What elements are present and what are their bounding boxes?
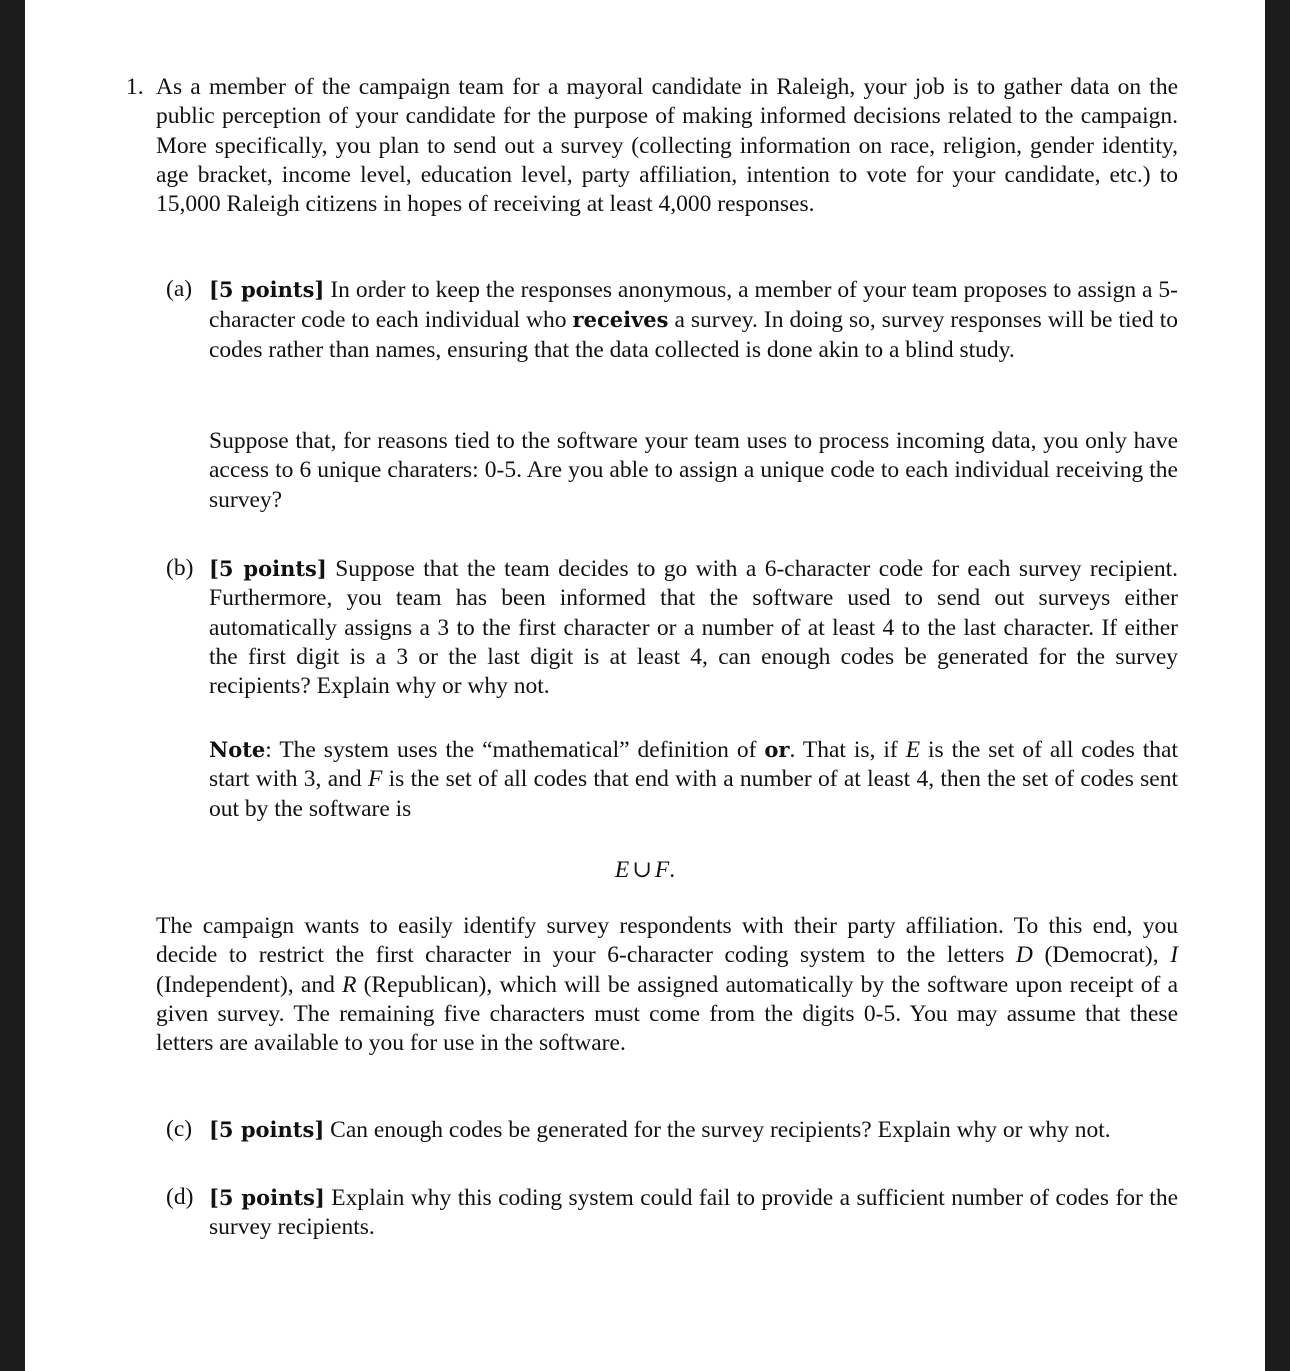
set-f: F xyxy=(367,766,383,793)
part-c-points: [5 points] xyxy=(209,1117,325,1142)
part-a-text: [5 points] In order to keep the responses anonymous, a member of your team proposes to assign a 5-character code to each individual who receives a survey. In doing so, survey responses will be tied to codes rather than names, ensuring that the data collected is done akin to a blind study. xyxy=(209,277,1179,363)
part-d-label: (d) xyxy=(166,1184,194,1210)
union-formula: E ∪ F. xyxy=(614,857,676,883)
part-b-points: [5 points] xyxy=(209,556,327,581)
or-emphasis: or xyxy=(764,737,790,762)
problem-intro: As a member of the campaign team for a mayoral candidate in Raleigh, your job is to gather data on the public perception of your candidate for the purpose of making informed decisions related to the campaign. More specifically, you plan to send out a survey (collecting information on race, religion, gender identity, age bracket, income level, education level, party affiliation, intention to vote for your candidate, etc.) to 15,000 Raleigh citizens in hopes of receiving at least 4,000 responses. xyxy=(156,74,1178,218)
part-a-label: (a) xyxy=(166,276,193,302)
part-d-points: [5 points] xyxy=(209,1185,325,1210)
document-page xyxy=(25,0,1265,1371)
party-affiliation-paragraph: The campaign wants to easily identify survey respondents with their party affiliation. To this end, you decide to restrict the first character in your 6-character coding system to the letters D (Democrat), I (Independent), and R (Republican), which will be assigned automatically by the software upon receipt of a given survey. The remaining five characters must come from the digits 0-5. You may assume that these letters are available to you for use in the software. xyxy=(156,913,1179,1057)
set-e: E xyxy=(905,737,921,763)
part-d-text: [5 points] Explain why this coding system could fail to provide a sufficient number of codes for the survey recipients. xyxy=(209,1185,1178,1241)
part-b-text: [5 points] Suppose that the team decides to go with a 6-character code for each survey recipient. Furthermore, you team has been informed that the software used to send out surveys either automatically assigns a 3 to the first character or a number of at least 4 to the last character. If either the first digit is a 3 or the last digit is at least 4, can enough codes be generated for the survey recipients? Explain why or why not. xyxy=(209,556,1178,700)
problem-number: 1. xyxy=(126,74,144,100)
receives-emphasis: receives xyxy=(572,307,669,333)
part-c-label: (c) xyxy=(166,1116,193,1142)
note-label: Note xyxy=(209,737,266,762)
union-symbol: ∪ xyxy=(632,857,652,883)
part-a-points: [5 points] xyxy=(209,277,325,302)
part-b-label: (b) xyxy=(166,555,194,581)
part-a-question: Suppose that, for reasons tied to the software your team uses to process incoming data, you only have access to 6 unique charaters: 0-5. Are you able to assign a unique code to each individual receiving the survey? xyxy=(209,428,1178,513)
part-c-text: [5 points] Can enough codes be generated for the survey recipients? Explain why or why not. xyxy=(209,1117,1111,1143)
part-b-note: Note: The system uses the “mathematical” definition of or. That is, if E is the set of all codes that start with 3, and F is the set of all codes that end with a number of at least 4, then the set of codes sent out by the software is xyxy=(209,737,1179,822)
